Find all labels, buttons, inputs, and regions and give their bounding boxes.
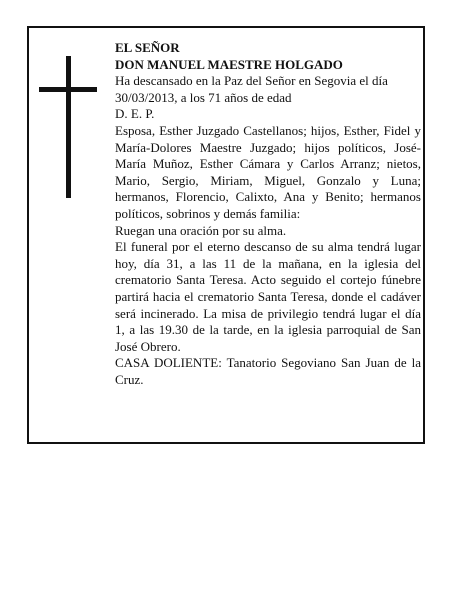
latin-cross-icon <box>39 56 97 198</box>
prayer-request: Ruegan una oración por su alma. <box>115 222 287 238</box>
rip-line: D. E. P. <box>115 106 155 122</box>
cross-horizontal-bar <box>39 87 97 92</box>
family-list: Esposa, Esther Juzgado Castellanos; hijos, Esther, Fidel y María-Dolores Maestre Juzgado; hijos políticos, José-María Muñoz, Esther Cámara y Carlos Arranz; nietos, Mario, Sergio, Miriam, Miguel, Gonzalo y Luna; hermanos, Florencio, Calixto, Ana y Benito; hermanos políticos, sobrinos y demás familia: <box>115 122 421 221</box>
deceased-name: DON MANUEL MAESTRE HOLGADO <box>115 56 343 72</box>
funeral-details: El funeral por el eterno descanso de su alma tendrá lugar hoy, día 31, a las 11 de la mañana, en la iglesia del crematorio Santa Teresa. Acto seguido el cortejo fúnebre partirá hacia el crematorio Santa Teresa, donde el cadáver será incinerado. La misa de privilegio tendrá lugar el día 1, a las 19.30 de la tarde, en la iglesia parroquial de San José Obrero. <box>115 239 421 354</box>
cross-vertical-bar <box>66 56 71 198</box>
notice-heading: EL SEÑOR <box>115 40 180 55</box>
funeral-home: CASA DOLIENTE: Tanatorio Segoviano San Juan de la Cruz. <box>115 355 421 387</box>
obituary-notice <box>27 26 425 444</box>
death-announcement: Ha descansado en la Paz del Señor en Segovia el día 30/03/2013, a los 71 años de edad <box>115 73 388 105</box>
obituary-text <box>115 40 421 388</box>
